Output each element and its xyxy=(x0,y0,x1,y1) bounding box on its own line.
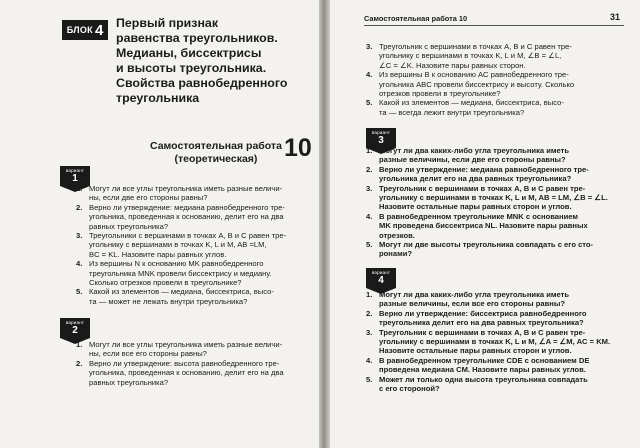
question-text-line: равных треугольника? xyxy=(89,221,169,231)
question-text-line: угольника, проведенная к основанию, делит его на два xyxy=(89,212,284,222)
question-text-line: ны, если две его стороны равны? xyxy=(89,193,208,203)
question-number: 3. xyxy=(366,42,373,51)
work-title-line: Самостоятельная работа xyxy=(150,140,282,152)
question-item xyxy=(366,240,624,259)
page-number: 31 xyxy=(610,12,621,22)
variant-number: 3 xyxy=(378,135,384,146)
question-number: 3. xyxy=(76,231,83,241)
variant-4-questions xyxy=(366,290,624,393)
variant-number: 2 xyxy=(72,325,78,336)
question-number: 2. xyxy=(76,358,83,368)
variant-2-questions-continued xyxy=(366,42,624,117)
question-text-line: угольнику с вершинами в точках K, L и M, AB =LM, xyxy=(89,240,267,250)
block-title xyxy=(116,16,312,106)
question-text-line: Из вершины N к основанию MK равнобедренного xyxy=(89,259,264,269)
variant-label: вариант xyxy=(65,320,85,325)
question-number: 5. xyxy=(366,98,373,108)
question-text-line: Треугольники с вершинами в точках A, B и C равен тре- xyxy=(89,231,287,241)
question-text-line: Верно ли утверждение: биссектриса равнобедренного xyxy=(379,308,587,318)
question-text-line: Треугольник с вершинами в точках A, B и C равен тре- xyxy=(379,42,572,51)
variant-number: 1 xyxy=(72,173,78,184)
variant-2-questions xyxy=(76,340,312,387)
question-item xyxy=(366,184,624,212)
block-badge xyxy=(62,20,108,40)
block-title-line: Медианы, биссектрисы xyxy=(116,46,262,60)
question-text-line: с его стороной? xyxy=(379,384,440,394)
question-number: 5. xyxy=(366,240,373,250)
question-number: 5. xyxy=(366,374,373,384)
question-number: 1. xyxy=(76,184,83,193)
question-item xyxy=(366,290,624,309)
question-text-line: Из вершины B к основанию AC равнобедренного тре- xyxy=(379,70,569,80)
work-title xyxy=(150,140,282,166)
question-text-line: равных треугольника? xyxy=(89,377,169,387)
question-text-line: BC = KL. Назовите пары равных углов. xyxy=(89,249,227,259)
question-number: 4. xyxy=(76,259,83,269)
question-text-line: Назовите остальные пары равных сторон и углов. xyxy=(379,202,572,212)
variant-label: вариант xyxy=(371,270,391,275)
variant-3-badge xyxy=(366,128,396,148)
question-item xyxy=(76,340,312,359)
question-number: 1. xyxy=(366,290,373,299)
question-text-line: разные величины, если две его стороны равны? xyxy=(379,155,566,165)
question-item xyxy=(366,328,624,356)
question-text-line: Может ли только одна высота треугольника совпадать xyxy=(379,374,588,384)
question-item xyxy=(76,184,312,203)
question-text-line: Треугольник с вершинами в точках A, B и C равен тре- xyxy=(379,183,586,193)
question-text-line: Какой из элементов — медиана, биссектриса, высо- xyxy=(89,287,274,297)
block-title-line: Первый признак xyxy=(116,16,219,30)
question-text-line: Могут ли две высоты треугольника совпадать с его сто- xyxy=(379,240,594,250)
question-number: 4. xyxy=(366,70,373,80)
variant-1-questions xyxy=(76,184,312,306)
question-text-line: отрезков провели в треугольнике? xyxy=(379,89,501,99)
question-text-line: угольника делит его на два равных треугольника? xyxy=(379,174,572,184)
block-title-line: треугольника xyxy=(116,91,200,105)
header-rule xyxy=(364,25,624,26)
question-text-line: угольнику с вершинами в точках K, L и M, AB = LM, ∠B = ∠L. xyxy=(379,193,608,203)
running-head: Самостоятельная работа 10 xyxy=(364,14,468,23)
question-text-line: Верно ли утверждение: медиана равнобедренного тре- xyxy=(379,164,589,174)
question-text-line: ронами? xyxy=(379,249,413,259)
variant-3-questions xyxy=(366,146,624,259)
question-item xyxy=(366,98,624,117)
question-text-line: Могут ли все углы треугольника иметь разные величи- xyxy=(89,340,283,349)
question-text-line: треугольника MNK провели биссектрису и медиану. xyxy=(89,268,272,278)
question-item xyxy=(366,212,624,240)
question-text-line: MK проведена биссектриса NL. Назовите пары равных xyxy=(379,221,588,231)
question-number: 2. xyxy=(366,308,373,318)
variant-number: 4 xyxy=(378,275,384,286)
question-item xyxy=(366,375,624,394)
block-number: 4 xyxy=(94,21,104,39)
book-gutter xyxy=(319,0,329,448)
question-text-line: угольнику с вершинами в точках K, L и M, ∠A = ∠M, AC = KM. xyxy=(379,337,611,347)
variant-label: вариант xyxy=(65,168,85,173)
question-text-line: ны, если все его стороны равны? xyxy=(89,349,207,359)
question-item xyxy=(366,70,624,98)
question-item xyxy=(366,309,624,328)
question-item xyxy=(76,359,312,387)
question-text-line: та — всегда лежит внутри треугольника? xyxy=(379,107,525,117)
question-number: 2. xyxy=(76,202,83,212)
block-title-line: Свойства равнобедренного xyxy=(116,76,288,90)
question-item xyxy=(366,165,624,184)
question-text-line: треугольника делит его на два равных треугольника? xyxy=(379,318,584,328)
question-text-line: угольника ABC провели биссектрису и высоту. Сколько xyxy=(379,79,575,89)
question-text-line: Могут ли два каких-либо угла треугольника иметь xyxy=(379,146,570,155)
block-title-line: равенства треугольников. xyxy=(116,31,278,45)
question-item xyxy=(76,231,312,259)
question-text-line: Могут ли все углы треугольника иметь разные величи- xyxy=(89,184,283,193)
question-number: 3. xyxy=(366,183,373,193)
question-text-line: угольнику с вершинами в точках K, L и M, ∠B = ∠L, xyxy=(379,51,562,61)
question-text-line: Могут ли два каких-либо угла треугольника иметь xyxy=(379,290,570,299)
question-text-line: ∠C = ∠K. Назовите пары равных сторон. xyxy=(379,60,526,70)
question-text-line: Назовите остальные пары равных сторон и углов. xyxy=(379,346,572,356)
question-item xyxy=(76,259,312,287)
question-text-line: Верно ли утверждение: медиана равнобедренного тре- xyxy=(89,202,285,212)
question-number: 4. xyxy=(366,355,373,365)
variant-1-badge xyxy=(60,166,90,186)
question-text-line: проведена медиана CM. Назовите пары равных углов. xyxy=(379,365,586,375)
work-title-line: (теоретическая) xyxy=(174,153,258,165)
question-number: 1. xyxy=(76,340,83,349)
question-text-line: Треугольник с вершинами в точках A, B и C равен тре- xyxy=(379,327,586,337)
work-number: 10 xyxy=(284,134,312,162)
question-item xyxy=(366,146,624,165)
question-text-line: Верно ли утверждение: высота равнобедренного тре- xyxy=(89,358,280,368)
question-number: 1. xyxy=(366,146,373,155)
question-number: 3. xyxy=(366,327,373,337)
question-text-line: Сколько отрезков провели в треугольнике? xyxy=(89,278,242,288)
question-number: 5. xyxy=(76,287,83,297)
question-number: 4. xyxy=(366,211,373,221)
question-item xyxy=(366,42,624,70)
variant-2-badge xyxy=(60,318,90,338)
question-text-line: угольника, проведенная к основанию, делит его на два xyxy=(89,368,284,378)
question-text-line: Какой из элементов — медиана, биссектриса, высо- xyxy=(379,98,564,108)
question-number: 2. xyxy=(366,164,373,174)
question-item xyxy=(76,287,312,306)
question-item xyxy=(366,356,624,375)
question-text-line: В равнобедренном треугольнике MNK с основанием xyxy=(379,211,578,221)
variant-4-badge xyxy=(366,268,396,288)
question-text-line: отрезков. xyxy=(379,230,415,240)
question-text-line: разные величины, если все его стороны равны? xyxy=(379,299,565,309)
block-label: БЛОК xyxy=(66,25,93,35)
block-title-line: и высоты треугольника. xyxy=(116,61,267,75)
question-text-line: та — может не лежать внутри треугольника? xyxy=(89,296,248,306)
variant-label: вариант xyxy=(371,130,391,135)
question-text-line: В равнобедренном треугольнике CDE с основанием DE xyxy=(379,355,590,365)
question-item xyxy=(76,203,312,231)
